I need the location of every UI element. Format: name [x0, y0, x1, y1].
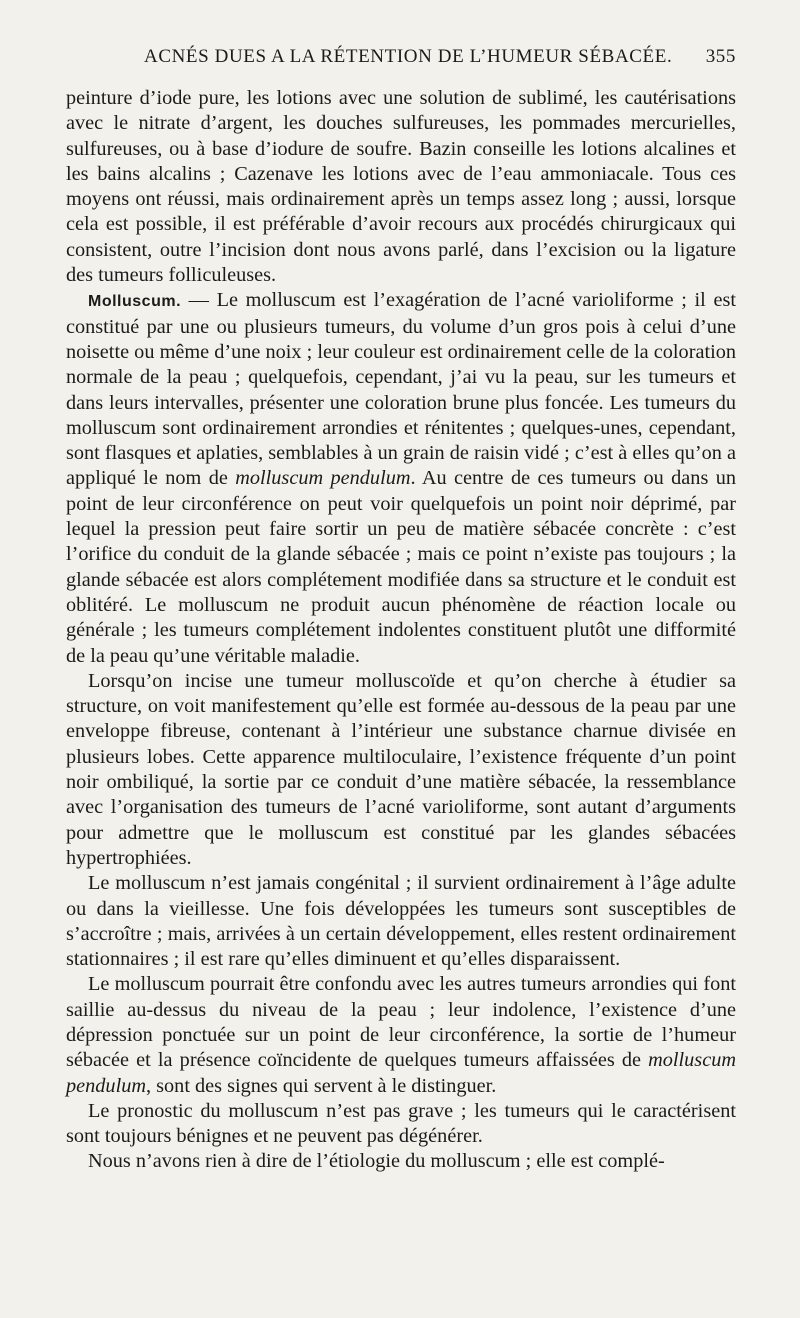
- section-term-molluscum: Molluscum.: [88, 293, 182, 311]
- paragraph-structure: Lorsqu’on incise une tumeur molluscoïde et qu’on cherche à étudier sa structure, on voit manifestement qu’elle est formée au-dessous de la peau par une enveloppe fibreuse, contenant à l’intérieur une substance charnue divisée en plusieurs lobes. Cette apparence multiloculaire, l’existence fréquente d’un point noir ombiliqué, la sortie par ce conduit d’une matière sébacée, la ressemblance avec l’organisation des tumeurs de l’acné varioliforme, sont autant d’arguments pour admettre que le molluscum est constitué par les glandes sébacées hypertrophiées.: [66, 669, 736, 869]
- paragraph-text: — Le molluscum est l’exagération de l’acné varioliforme ; il est constitué par une ou plusieurs tumeurs, du volume d’un gros pois à celui d’une noisette ou même d’une noix ; leur couleur est ordinairement celle de la coloration normale de la peau ; quelquefois, cependant, j’ai vu la peau, sur les tumeurs et dans leurs intervalles, présenter une coloration brune plus foncée. Les tumeurs du molluscum sont ordinairement arrondies et rénitentes ; quelques-unes, cependant, sont flasques et aplaties, semblables à un grain de raisin vidé ; c’est à elles qu’on a appliqué le nom de: [66, 289, 736, 490]
- paragraph-diagnosis: [66, 972, 736, 1098]
- paragraph-text: , sont des signes qui servent à le distinguer.: [146, 1074, 497, 1097]
- running-title: ACNÉS DUES A LA RÉTENTION DE L’HUMEUR SÉBACÉE.: [144, 46, 673, 67]
- body-text: [66, 86, 736, 1175]
- italic-term: molluscum pendulum: [235, 467, 411, 490]
- paragraph-onset: Le molluscum n’est jamais congénital ; il survient ordinairement à l’âge adulte ou dans la vieillesse. Une fois développées les tumeurs sont susceptibles de s’accroître ; mais, arrivées à un certain développement, elles restent ordinairement stationnaires ; il est rare qu’elles diminuent et qu’elles disparaissent.: [66, 872, 736, 971]
- paragraph-text: . Au centre de ces tumeurs ou dans un point de leur circonférence on peut voir quelquefois un point noir déprimé, par lequel la pression peut faire sortir un peu de matière sébacée concrète : c’est l’orifice du conduit de la glande sébacée ; mais ce point n’existe pas toujours ; la glande sébacée est alors complétement modifiée dans sa structure et le conduit est oblitéré. Le molluscum ne produit aucun phénomène de réaction locale ou générale ; les tumeurs complétement indolentes constituent plutôt une difformité de la peau qu’une véritable maladie.: [66, 467, 737, 667]
- paragraph-molluscum-definition: [66, 288, 736, 668]
- page-header: [66, 46, 736, 76]
- paragraph-text: Le molluscum pourrait être confondu avec les autres tumeurs arrondies qui font saillie au-dessus du niveau de la peau ; leur indolence, l’existence d’une dépression ponctuée sur un point de leur circonférence, la sortie de l’humeur sébacée et la présence coïncidente de quelques tumeurs affaissées de: [66, 973, 736, 1072]
- page-number: 355: [705, 46, 736, 67]
- paragraph-etiology: Nous n’avons rien à dire de l’étiologie du molluscum ; elle est complé-: [88, 1150, 665, 1173]
- paragraph-treatment: peinture d’iode pure, les lotions avec une solution de sublimé, les cautérisations avec le nitrate d’argent, les douches sulfureuses, les pommades mercurielles, sulfureuses, ou à base d’iodure de soufre. Bazin conseille les lotions alcalines et les bains alcalins ; Cazenave les lotions avec de l’eau ammoniacale. Tous ces moyens ont réussi, mais ordinairement après un temps assez long ; aussi, lorsque cela est possible, il est préférable d’avoir recours aux procédés chirurgicaux qui consistent, outre l’incision dont nous avons parlé, dans l’excision ou la ligature des tumeurs folliculeuses.: [66, 87, 736, 287]
- italic-term: molluscum pendulum: [66, 1049, 736, 1097]
- paragraph-prognosis: Le pronostic du molluscum n’est pas grave ; les tumeurs qui le caractérisent sont toujours bénignes et ne peuvent pas dégénérer.: [66, 1099, 736, 1148]
